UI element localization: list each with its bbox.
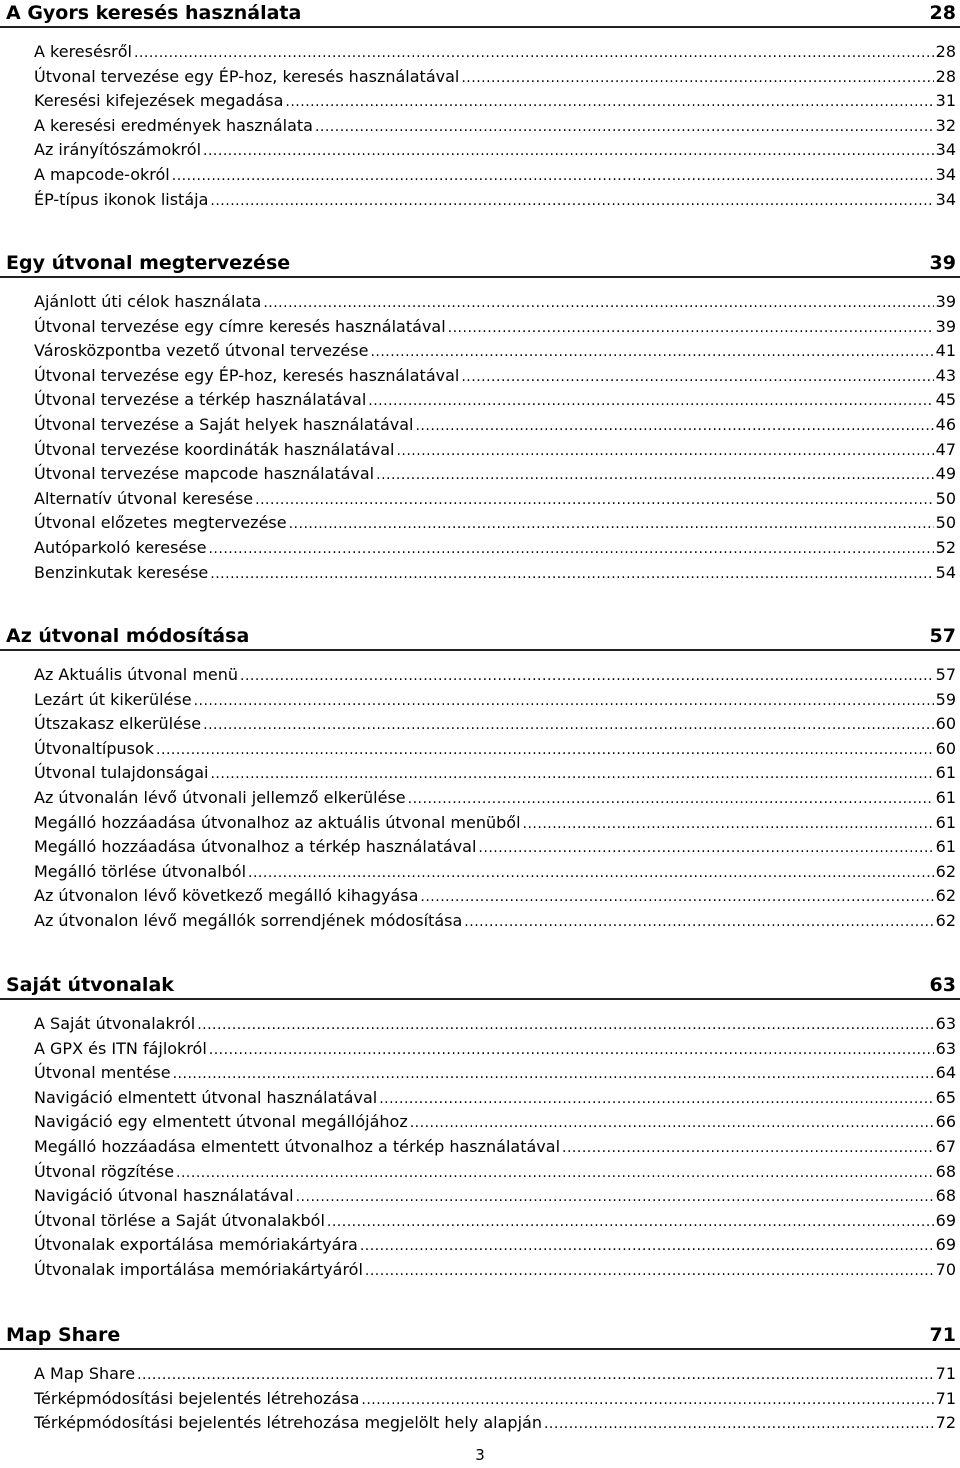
- entry-list: [0, 1362, 960, 1436]
- toc-entry[interactable]: [34, 737, 956, 762]
- toc-entry[interactable]: [34, 364, 956, 389]
- toc-entry[interactable]: [34, 1233, 956, 1258]
- dot-leader: [478, 836, 933, 860]
- toc-section: [0, 623, 960, 934]
- entry-page-number: 63: [935, 1038, 956, 1058]
- dot-leader: [210, 762, 933, 786]
- entry-title: Útvonal tervezése mapcode használatával: [34, 464, 375, 484]
- entry-title: Az Aktuális útvonal menü: [34, 665, 239, 684]
- dot-leader: [370, 340, 933, 364]
- section-page-number: 71: [929, 1324, 956, 1346]
- entry-page-number: 61: [935, 812, 956, 832]
- toc-entry[interactable]: [34, 1160, 956, 1185]
- dot-leader: [209, 1038, 934, 1062]
- dot-leader: [240, 664, 934, 688]
- entry-page-number: 28: [935, 42, 956, 61]
- dot-leader: [210, 189, 933, 213]
- toc-entry[interactable]: [34, 315, 956, 340]
- entry-page-number: 65: [935, 1087, 956, 1107]
- toc-entry[interactable]: [34, 1258, 956, 1283]
- dot-leader: [296, 1185, 934, 1209]
- entry-page-number: 45: [935, 390, 956, 410]
- entry-page-number: 62: [935, 910, 956, 930]
- entry-title: Ajánlott úti célok használata: [34, 292, 262, 311]
- entry-page-number: 34: [935, 164, 956, 184]
- entry-title: A keresési eredmények használata: [34, 115, 313, 135]
- entry-list: [0, 290, 960, 585]
- toc-entry[interactable]: [34, 688, 956, 713]
- toc-entry[interactable]: [34, 1387, 956, 1412]
- dot-leader: [289, 512, 934, 536]
- toc-entry[interactable]: [34, 786, 956, 811]
- dot-leader: [285, 90, 933, 114]
- toc-entry[interactable]: [34, 1061, 956, 1086]
- entry-title: Megálló törlése útvonalból: [34, 861, 247, 881]
- toc-entry[interactable]: [34, 1184, 956, 1209]
- dot-leader: [248, 861, 934, 885]
- entry-page-number: 43: [935, 365, 956, 385]
- toc-entry[interactable]: [34, 163, 956, 188]
- toc-entry[interactable]: [34, 1362, 956, 1387]
- entry-title: A GPX és ITN fájlokról: [34, 1038, 207, 1058]
- entry-page-number: 54: [935, 562, 956, 582]
- entry-title: Az irányítószámokról: [34, 140, 202, 160]
- entry-page-number: 41: [935, 341, 956, 361]
- toc-entry[interactable]: [34, 89, 956, 114]
- toc-entry[interactable]: [34, 487, 956, 512]
- entry-title: Az útvonalon lévő megállók sorrendjének módosítása: [34, 910, 463, 930]
- entry-page-number: 69: [935, 1235, 956, 1255]
- dot-leader: [203, 713, 933, 737]
- entry-page-number: 61: [935, 763, 956, 783]
- entry-title: Útvonaltípusok: [34, 738, 155, 758]
- entry-title: Útvonal tervezése egy ÉP-hoz, keresés használatával: [34, 66, 460, 86]
- section-title: Egy útvonal megtervezése: [6, 252, 291, 274]
- toc-entry[interactable]: [34, 462, 956, 487]
- entry-page-number: 62: [935, 886, 956, 906]
- toc-entry[interactable]: [34, 860, 956, 885]
- entry-title: Benzinkutak keresése: [34, 562, 209, 582]
- dot-leader: [523, 812, 934, 836]
- entry-title: Navigáció egy elmentett útvonal megállójához: [34, 1112, 408, 1132]
- entry-title: Keresési kifejezések megadása: [34, 91, 284, 111]
- entry-title: Megálló hozzáadása útvonalhoz az aktuális útvonal menüből: [34, 812, 521, 832]
- entry-title: Alternatív útvonal keresése: [34, 488, 254, 508]
- dot-leader: [461, 365, 933, 389]
- entry-page-number: 28: [935, 66, 956, 86]
- dot-leader: [255, 488, 934, 512]
- dot-leader: [210, 562, 933, 586]
- dot-leader: [315, 115, 934, 139]
- toc-entry[interactable]: [34, 114, 956, 139]
- toc-entry[interactable]: [34, 761, 956, 786]
- section-heading[interactable]: [0, 250, 960, 278]
- entry-title: Útvonal tervezése koordináták használatával: [34, 439, 395, 459]
- dot-leader: [173, 1062, 934, 1086]
- toc-entry[interactable]: [34, 536, 956, 561]
- entry-title: A mapcode-okról: [34, 164, 170, 184]
- entry-title: A keresésről: [34, 42, 132, 61]
- entry-page-number: 59: [935, 689, 956, 709]
- toc-entry[interactable]: [34, 811, 956, 836]
- entry-title: Útvonalak importálása memóriakártyáról: [34, 1259, 363, 1279]
- toc-entry[interactable]: [34, 712, 956, 737]
- entry-list: [0, 663, 960, 934]
- dot-leader: [203, 139, 934, 163]
- toc-entry[interactable]: [34, 1411, 956, 1436]
- entry-page-number: 66: [935, 1112, 956, 1132]
- dot-leader: [176, 1161, 934, 1185]
- toc-entry[interactable]: [34, 1135, 956, 1160]
- entry-page-number: 68: [935, 1161, 956, 1181]
- toc-entry[interactable]: [34, 561, 956, 586]
- dot-leader: [327, 1210, 934, 1234]
- entry-page-number: 39: [935, 316, 956, 336]
- dot-leader: [156, 738, 934, 762]
- entry-page-number: 72: [935, 1413, 956, 1433]
- dot-leader: [448, 316, 934, 340]
- entry-title: Térképmódosítási bejelentés létrehozása megjelölt hely alapján: [34, 1413, 542, 1433]
- entry-page-number: 71: [935, 1364, 956, 1383]
- section-title: Map Share: [6, 1324, 121, 1346]
- toc-entry[interactable]: [34, 663, 956, 688]
- section-heading[interactable]: [0, 1322, 960, 1350]
- dot-leader: [410, 1111, 934, 1135]
- toc-entry[interactable]: [34, 1110, 956, 1135]
- dot-leader: [415, 414, 933, 438]
- section-heading[interactable]: [0, 972, 960, 1000]
- toc-section: [0, 250, 960, 585]
- section-heading[interactable]: [0, 623, 960, 651]
- entry-page-number: 39: [935, 292, 956, 311]
- entry-title: Megálló hozzáadása elmentett útvonalhoz a térkép használatával: [34, 1136, 561, 1156]
- entry-title: Városközpontba vezető útvonal tervezése: [34, 341, 369, 361]
- entry-page-number: 34: [935, 140, 956, 160]
- dot-leader: [461, 66, 933, 90]
- dot-leader: [134, 41, 934, 65]
- toc-entry[interactable]: [34, 1086, 956, 1111]
- entry-title: Útszakasz elkerülése: [34, 714, 202, 734]
- entry-page-number: 69: [935, 1210, 956, 1230]
- toc-entry[interactable]: [34, 1209, 956, 1234]
- entry-page-number: 60: [935, 738, 956, 758]
- section-title: Saját útvonalak: [6, 974, 174, 996]
- section-title: A Gyors keresés használata: [6, 2, 302, 24]
- entry-title: Útvonalak exportálása memóriakártyára: [34, 1235, 358, 1255]
- dot-leader: [464, 910, 933, 934]
- toc-entry[interactable]: [34, 138, 956, 163]
- entry-page-number: 31: [935, 91, 956, 111]
- dot-leader: [263, 291, 933, 315]
- entry-title: Útvonal tulajdonságai: [34, 763, 209, 783]
- entry-page-number: 46: [935, 414, 956, 434]
- dot-leader: [365, 1259, 934, 1283]
- toc-entry[interactable]: [34, 438, 956, 463]
- toc-entry[interactable]: [34, 1012, 956, 1037]
- dot-leader: [379, 1087, 933, 1111]
- entry-title: ÉP-típus ikonok listája: [34, 189, 209, 209]
- entry-page-number: 60: [935, 714, 956, 734]
- dot-leader: [544, 1412, 934, 1436]
- dot-leader: [194, 689, 934, 713]
- entry-page-number: 68: [935, 1186, 956, 1206]
- entry-title: A Map Share: [34, 1364, 136, 1383]
- entry-title: Lezárt út kikerülése: [34, 689, 192, 709]
- entry-title: A Saját útvonalakról: [34, 1014, 196, 1033]
- entry-list: [0, 40, 960, 212]
- entry-page-number: 64: [935, 1063, 956, 1083]
- entry-page-number: 52: [935, 537, 956, 557]
- toc-entry[interactable]: [34, 339, 956, 364]
- entry-title: Megálló hozzáadása útvonalhoz a térkép használatával: [34, 837, 477, 857]
- toc-section: [0, 1322, 960, 1436]
- section-heading[interactable]: [0, 0, 960, 28]
- entry-page-number: 50: [935, 488, 956, 508]
- entry-page-number: 67: [935, 1136, 956, 1156]
- entry-title: Navigáció elmentett útvonal használatával: [34, 1087, 378, 1107]
- dot-leader: [376, 463, 934, 487]
- toc-entry[interactable]: [34, 290, 956, 315]
- entry-page-number: 57: [935, 665, 956, 684]
- toc-entry[interactable]: [34, 413, 956, 438]
- toc-entry[interactable]: [34, 884, 956, 909]
- toc-entry[interactable]: [34, 1037, 956, 1062]
- section-title: Az útvonal módosítása: [6, 625, 250, 647]
- dot-leader: [360, 1234, 934, 1258]
- entry-page-number: 62: [935, 861, 956, 881]
- entry-title: Navigáció útvonal használatával: [34, 1186, 294, 1206]
- dot-leader: [172, 164, 934, 188]
- toc-entry[interactable]: [34, 909, 956, 934]
- entry-page-number: 61: [935, 837, 956, 857]
- entry-page-number: 34: [935, 189, 956, 209]
- page-number: 3: [475, 1446, 485, 1464]
- toc-entry[interactable]: [34, 40, 956, 65]
- entry-page-number: 49: [935, 464, 956, 484]
- dot-leader: [368, 389, 933, 413]
- dot-leader: [361, 1388, 933, 1412]
- dot-leader: [420, 885, 933, 909]
- entry-page-number: 50: [935, 513, 956, 533]
- entry-title: Útvonal tervezése a térkép használatával: [34, 390, 367, 410]
- toc-entry[interactable]: [34, 511, 956, 536]
- entry-title: Útvonal tervezése egy címre keresés használatával: [34, 316, 446, 336]
- entry-title: Útvonal tervezése a Saját helyek használatával: [34, 414, 414, 434]
- section-page-number: 39: [929, 252, 956, 274]
- toc-entry[interactable]: [34, 835, 956, 860]
- entry-page-number: 71: [935, 1388, 956, 1408]
- section-page-number: 63: [929, 974, 956, 996]
- dot-leader: [408, 787, 934, 811]
- entry-page-number: 70: [935, 1259, 956, 1279]
- dot-leader: [197, 1013, 933, 1037]
- entry-page-number: 63: [935, 1014, 956, 1033]
- section-page-number: 28: [929, 2, 956, 24]
- entry-title: Az útvonalán lévő útvonali jellemző elkerülése: [34, 787, 406, 807]
- toc-section: [0, 972, 960, 1283]
- toc-entry[interactable]: [34, 188, 956, 213]
- entry-list: [0, 1012, 960, 1283]
- entry-title: Az útvonalon lévő következő megálló kihagyása: [34, 886, 419, 906]
- dot-leader: [208, 537, 933, 561]
- entry-title: Útvonal rögzítése: [34, 1161, 175, 1181]
- dot-leader: [137, 1363, 934, 1387]
- entry-page-number: 47: [935, 439, 956, 459]
- section-page-number: 57: [929, 625, 956, 647]
- entry-title: Útvonal törlése a Saját útvonalakból: [34, 1210, 325, 1230]
- entry-page-number: 61: [935, 787, 956, 807]
- toc-entry[interactable]: [34, 388, 956, 413]
- entry-title: Útvonal mentése: [34, 1063, 171, 1083]
- dot-leader: [396, 439, 933, 463]
- entry-title: Autóparkoló keresése: [34, 537, 207, 557]
- toc-section: [0, 0, 960, 212]
- entry-title: Útvonal tervezése egy ÉP-hoz, keresés használatával: [34, 365, 460, 385]
- dot-leader: [562, 1136, 934, 1160]
- entry-title: Térképmódosítási bejelentés létrehozása: [34, 1388, 360, 1408]
- toc-entry[interactable]: [34, 65, 956, 90]
- entry-title: Útvonal előzetes megtervezése: [34, 513, 287, 533]
- entry-page-number: 32: [935, 115, 956, 135]
